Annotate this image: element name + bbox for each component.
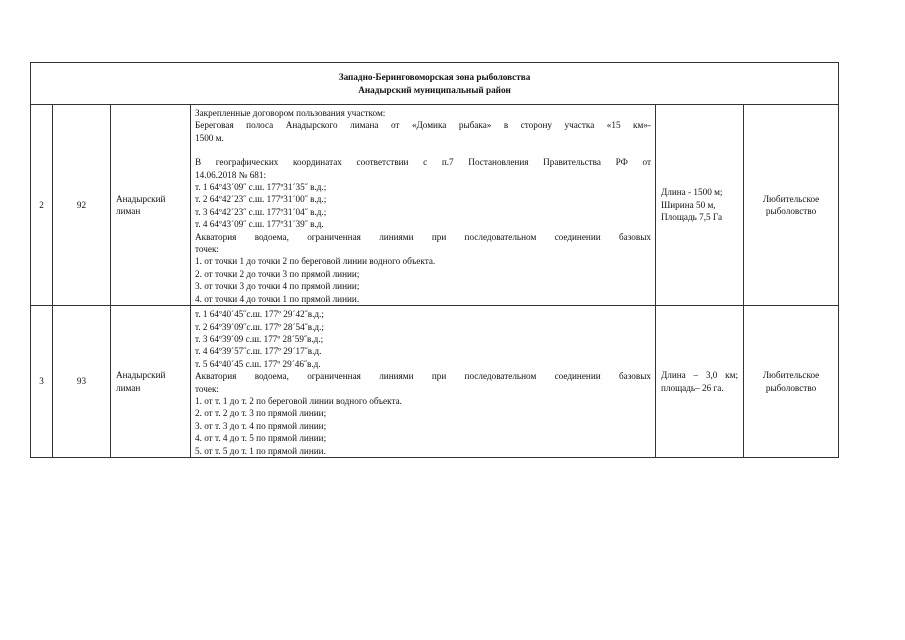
fishing-type-line: рыболовство: [765, 382, 817, 393]
boundary-description-cell: [191, 105, 656, 306]
blank-line: [195, 144, 651, 156]
fishing-type-line: Любительское: [762, 193, 820, 204]
zone-header-row: [31, 63, 839, 105]
dimensions-line: Длина – 3,0 км;: [661, 370, 738, 381]
boundary-description-cell: [191, 306, 656, 458]
boundary-segment-line: 3. от точки 3 до точки 4 по прямой линии;: [195, 281, 360, 292]
dimensions-line: Ширина 50 м,: [661, 199, 716, 210]
fishing-type-line: рыболовство: [765, 206, 817, 217]
boundary-segment-line: 2. от т. 2 до т. 3 по прямой линии;: [195, 408, 327, 419]
coordinate-line: т. 2 64º39´09˝с.ш. 177º 28´54˝в.д.;: [195, 321, 324, 332]
dimensions-line: Длина - 1500 м;: [661, 187, 723, 198]
coordinate-line: т. 1 64º43´09˝ с.ш. 177º31´35˝ в.д.;: [195, 182, 327, 193]
fishing-type-line: Любительское: [762, 370, 820, 381]
boundary-segment-line: 2. от точки 2 до точки 3 по прямой линии;: [195, 268, 360, 279]
description-line: 1500 м.: [195, 132, 224, 143]
coordinate-line: т. 3 64º39´09 с.ш. 177º 28´59˝в.д.;: [195, 333, 324, 344]
boundary-segment-line: 5. от т. 5 до т. 1 по прямой линии.: [195, 445, 326, 456]
water-body-line: Анадырский: [116, 193, 166, 204]
description-line: точек:: [195, 244, 219, 255]
table-row: [31, 306, 839, 458]
description-line: Береговая полоса Анадырского лимана от «Домика рыбака» в сторону участка «15 км»-: [195, 120, 651, 131]
description-line: Закрепленные договором пользования участком:: [195, 108, 386, 118]
boundary-segment-line: 1. от точки 1 до точки 2 по береговой линии водного объекта.: [195, 256, 436, 267]
boundary-segment-line: 4. от т. 4 до т. 5 по прямой линии;: [195, 433, 327, 444]
table-row: [31, 105, 839, 306]
zone-title: Западно-Беринговоморская зона рыболовства: [338, 72, 531, 83]
zone-header-cell: [31, 63, 839, 105]
water-body-cell: [111, 105, 191, 306]
row-number: 2: [31, 105, 53, 306]
boundary-segment-line: 1. от т. 1 до т. 2 по береговой линии водного объекта.: [195, 395, 402, 406]
coordinate-line: т. 3 64º42´23˝ с.ш. 177º31´04˝ в.д.;: [195, 206, 327, 217]
coordinate-line: т. 2 64º42´23˝ с.ш. 177º31´00˝ в.д.;: [195, 194, 327, 205]
dimensions-line: площадь– 26 га.: [661, 382, 724, 393]
coordinate-line: т. 1 64º40´45˝с.ш. 177º 29´42˝в.д.;: [195, 309, 324, 320]
fishing-type-cell: [744, 306, 839, 458]
dimensions-line: Площадь 7,5 Га: [661, 212, 723, 223]
plot-number: 92: [53, 105, 111, 306]
description-line: 14.06.2018 № 681:: [195, 169, 267, 180]
water-body-cell: [111, 306, 191, 458]
dimensions-cell: [656, 306, 744, 458]
dimensions-cell: [656, 105, 744, 306]
description-line: Акватория водоема, ограниченная линиями при последовательном соединении базовых: [195, 371, 651, 382]
water-body-line: лиман: [116, 206, 141, 217]
coordinate-line: т. 4 64º39´57˝с.ш. 177º 29´17˝в.д.: [195, 346, 322, 357]
boundary-segment-line: 4. от точки 4 до точки 1 по прямой линии.: [195, 293, 360, 304]
description-line: точек:: [195, 383, 219, 394]
water-body-line: лиман: [116, 382, 141, 393]
plot-number: 93: [53, 306, 111, 458]
water-body-line: Анадырский: [116, 370, 166, 381]
coordinate-line: т. 4 64º43´09˝ с.ш. 177º31´39˝ в.д.: [195, 219, 324, 230]
description-line: В географических координатах соответствии с п.7 Постановления Правительства РФ от: [195, 157, 651, 168]
boundary-segment-line: 3. от т. 3 до т. 4 по прямой линии;: [195, 420, 327, 431]
row-number: 3: [31, 306, 53, 458]
district-title: Анадырский муниципальный район: [358, 84, 511, 95]
fishing-grounds-table: [30, 62, 839, 458]
fishing-type-cell: [744, 105, 839, 306]
description-line: Акватория водоема, ограниченная линиями при последовательном соединении базовых: [195, 231, 651, 242]
coordinate-line: т. 5 64º40´45 с.ш. 177º 29´46˝в.д.: [195, 358, 321, 369]
